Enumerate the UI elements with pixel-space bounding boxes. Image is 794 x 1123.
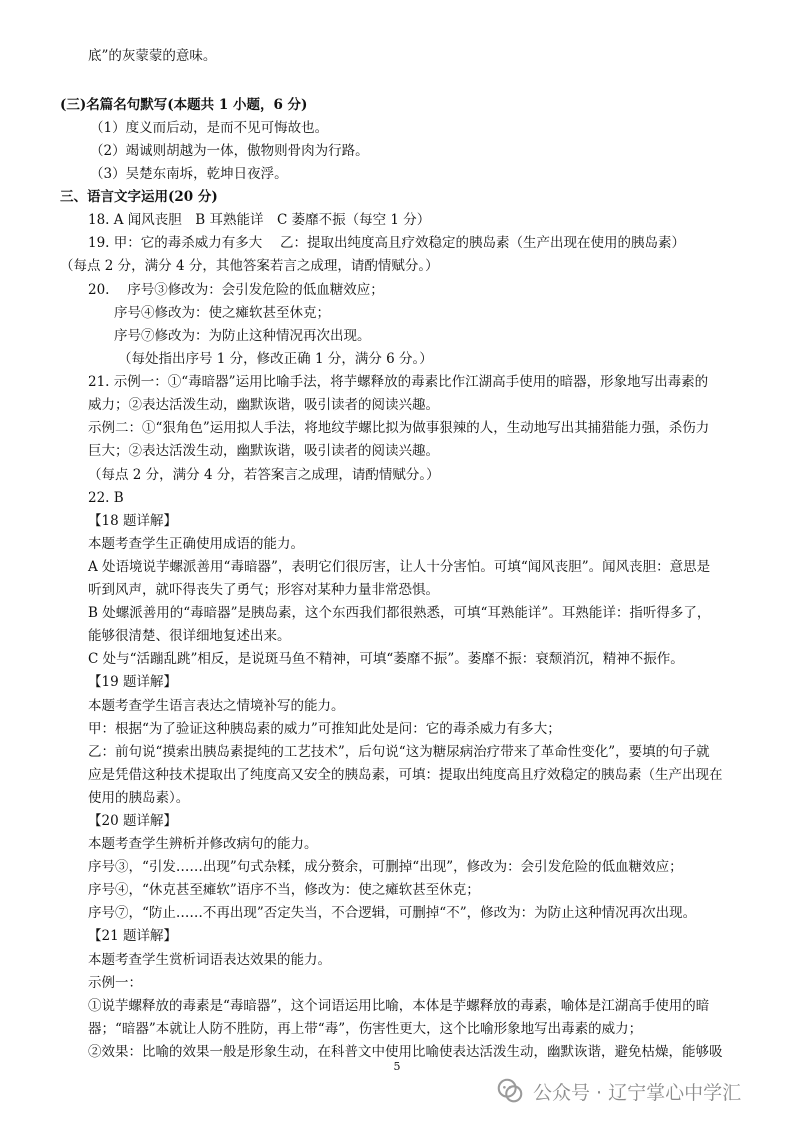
text-line: 20. 序号③修改为：会引发危险的低血糖效应； <box>88 282 384 298</box>
text-line: 本题考查学生语言表达之情境补写的能力。 <box>88 698 345 714</box>
text-line: （每处指出序号 1 分，修改正确 1 分，满分 6 分。） <box>118 351 433 367</box>
text-line: ①说芋螺释放的毒素是“毒暗器”，这个词语运用比喻，本体是芋螺释放的毒素，喻体是江湖高手使用的暗 <box>88 998 710 1014</box>
page-number: 5 <box>393 1060 401 1073</box>
text-line: 听到风声，就吓得丧失了勇气；形容对某种力量非常恐惧。 <box>88 582 439 598</box>
text-line: A 处语境说芋螺派善用“毒暗器”，表明它们很厉害，让人十分害怕。可填“闻风丧胆”。闻风丧胆：意思是 <box>88 559 711 575</box>
text-line: 22. B <box>88 490 124 506</box>
text-line: 使用的胰岛素）。 <box>88 790 190 806</box>
text-line: 本题考查学生赏析词语表达效果的能力。 <box>88 952 331 968</box>
text-line: 应是凭借这种技术提取出了纯度高又安全的胰岛素，可填：提取出纯度高且疗效稳定的胰岛素（生产出现在 <box>88 767 723 783</box>
text-line: （1）度义而后动，是而不见可悔故也。 <box>90 120 329 136</box>
text-line: 序号⑦，“防止……不再出现”否定失当，不合逻辑，可删掉“不”，修改为：为防止这种情况再次出现。 <box>88 905 697 921</box>
text-line: 18. A 闻风丧胆 B 耳熟能详 C 萎靡不振（每空 1 分） <box>88 212 431 228</box>
text-line: 19. 甲：它的毒杀威力有多大 乙：提取出纯度高且疗效稳定的胰岛素（生产出现在使用的胰岛素） <box>88 235 686 251</box>
text-line: 巨大；②表达活泼生动，幽默诙谐，吸引读者的阅读兴趣。 <box>88 443 439 459</box>
section-heading: 三、语言文字运用(20 分) <box>60 189 218 205</box>
text-line: 序号④，“休克甚至瘫软”语序不当，修改为：使之瘫软甚至休克； <box>88 882 480 898</box>
text-line: 21. 示例一：①“毒暗器”运用比喻手法，将芋螺释放的毒素比作江湖高手使用的暗器，形象地写出毒素的 <box>88 374 709 390</box>
text-line: 底”的灰蒙蒙的意味。 <box>88 48 217 64</box>
text-line: 【21 题详解】 <box>88 928 177 944</box>
section-heading: (三)名篇名句默写(本题共 1 小题，6 分) <box>60 97 308 113</box>
text-line: 甲：根据“为了验证这种胰岛素的威力”可推知此处是问：它的毒杀威力有多大； <box>88 721 561 737</box>
text-line: 器；“暗器”本就让人防不胜防，再上带“毒”，伤害性更大，这个比喻形象地写出毒素的威力； <box>88 1021 643 1037</box>
text-line: 本题考查学生正确使用成语的能力。 <box>88 536 304 552</box>
text-line: （每点 2 分，满分 4 分，若答案言之成理，请酌情赋分。） <box>88 467 440 483</box>
text-line: 【18 题详解】 <box>88 513 177 529</box>
wechat-icon <box>495 1076 525 1106</box>
text-line: （3）吴楚东南坼，乾坤日夜浮。 <box>90 166 288 182</box>
text-line: 序号③，“引发……出现”句式杂糅，成分赘余，可删掉“出现”，修改为：会引发危险的低血糖效应； <box>88 859 683 875</box>
text-line: 序号④修改为：使之瘫软甚至休克； <box>114 305 330 321</box>
watermark-text: 公众号 · 辽宁掌心中学汇 <box>533 1081 742 1104</box>
text-line: 示例二：①“狠角色”运用拟人手法，将地纹芋螺比拟为做事狠辣的人，生动地写出其捕猎能力强，杀伤力 <box>88 420 710 436</box>
text-line: 本题考查学生辨析并修改病句的能力。 <box>88 836 318 852</box>
text-line: 【20 题详解】 <box>88 813 177 829</box>
text-line: 能够很清楚、很详细地复述出来。 <box>88 628 291 644</box>
text-line: B 处螺派善用的“毒暗器”是胰岛素，这个东西我们都很熟悉，可填“耳熟能详”。耳熟能详：指听得多了， <box>88 605 711 621</box>
text-line: 威力；②表达活泼生动，幽默诙谐，吸引读者的阅读兴趣。 <box>88 397 439 413</box>
text-line: （2）竭诚则胡越为一体，傲物则骨肉为行路。 <box>90 143 369 159</box>
text-line: ②效果：比喻的效果一般是形象生动，在科普文中使用比喻使表达活泼生动，幽默诙谐，避免枯燥，能够吸 <box>88 1044 723 1060</box>
text-line: 乙：前句说“摸索出胰岛素提纯的工艺技术”，后句说“这为糖尿病治疗带来了革命性变化”，要填的句子就 <box>88 744 710 760</box>
watermark <box>495 1074 741 1108</box>
text-line: 序号⑦修改为：为防止这种情况再次出现。 <box>114 328 371 344</box>
text-line: C 处与“活蹦乱跳”相反，是说斑马鱼不精神，可填“萎靡不振”。萎靡不振：衰颓消沉，精神不振作。 <box>88 651 684 667</box>
text-line: 示例一： <box>88 975 142 991</box>
text-line: 【19 题详解】 <box>88 674 177 690</box>
text-line: （每点 2 分，满分 4 分，其他答案若言之成理，请酌情赋分。） <box>60 258 439 274</box>
